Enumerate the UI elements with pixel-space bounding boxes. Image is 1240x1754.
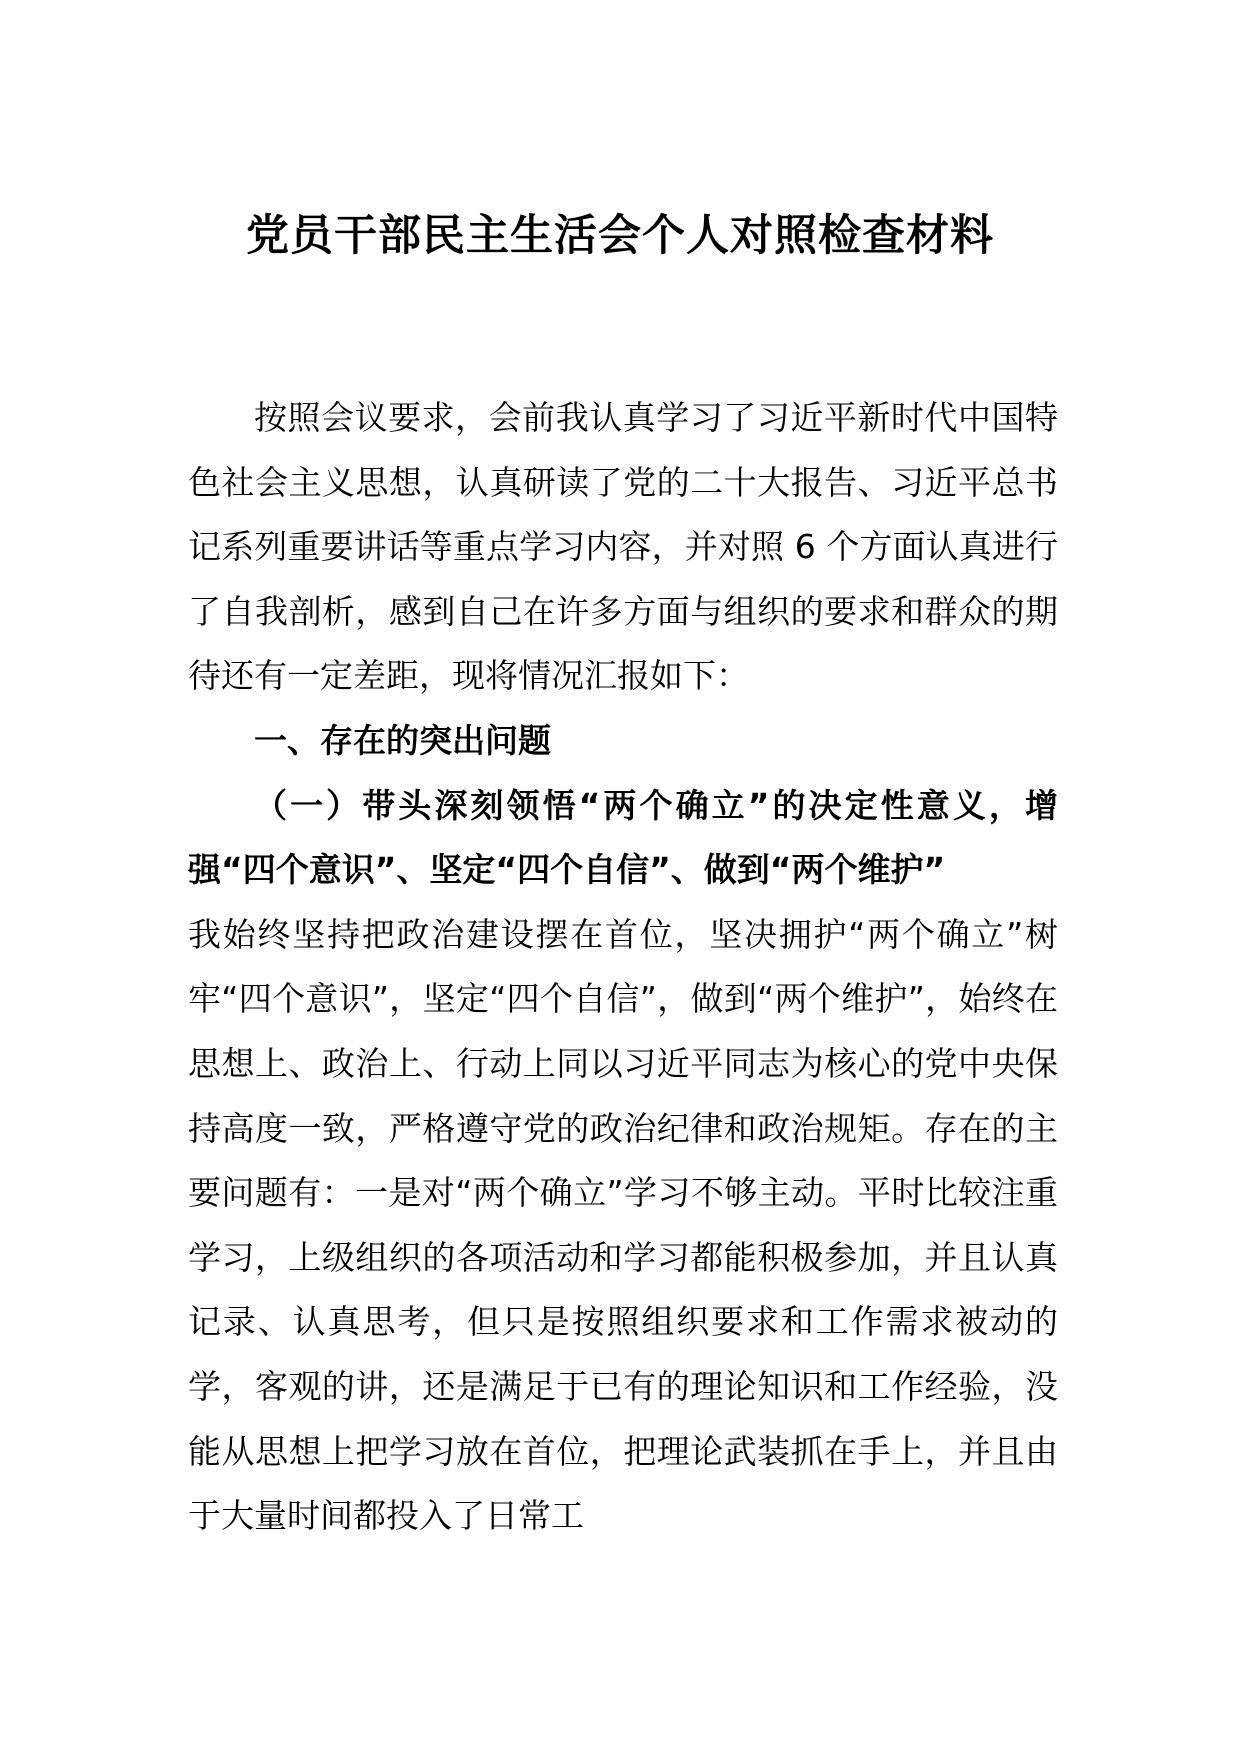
subsection-body-paragraph: 我始终坚持把政治建设摆在首位，坚决拥护“两个确立”树牢“四个意识”，坚定“四个自信”，做到“两个维护”，始终在思想上、政治上、行动上同以习近平同志为核心的党中央保持高度一致，严格遵守党的政治纪律和政治规矩。存在的主要问题有：一是对“两个确立”学习不够主动。平时比较注重学习，上级组织的各项活动和学习都能积极参加，并且认真记录、认真思考，但只是按照组织要求和工作需求被动的学，客观的讲，还是满足于已有的理论知识和工作经验，没能从思想上把学习放在首位，把理论武装抓在手上，并且由于大量时间都投入了日常工: [188, 914, 1058, 1536]
document-title: 党员干部民主生活会个人对照检查材料: [246, 211, 994, 261]
intro-paragraph: 按照会议要求，会前我认真学习了习近平新时代中国特色社会主义思想，认真研读了党的二十大报告、习近平总书记系列重要讲话等重点学习内容，并对照 6 个方面认真进行了自我剖析，感到自己在许多方面与组织的要求和群众的期待还有一定差距，现将情况汇报如下：: [188, 398, 1058, 696]
document-body: [188, 386, 1058, 1549]
section-heading: 一、存在的突出问题: [254, 720, 551, 760]
subsection-heading: （一）带头深刻领悟“两个确立”的决定性意义，增强“四个意识”、坚定“四个自信”、做到“两个维护”: [188, 785, 1058, 890]
